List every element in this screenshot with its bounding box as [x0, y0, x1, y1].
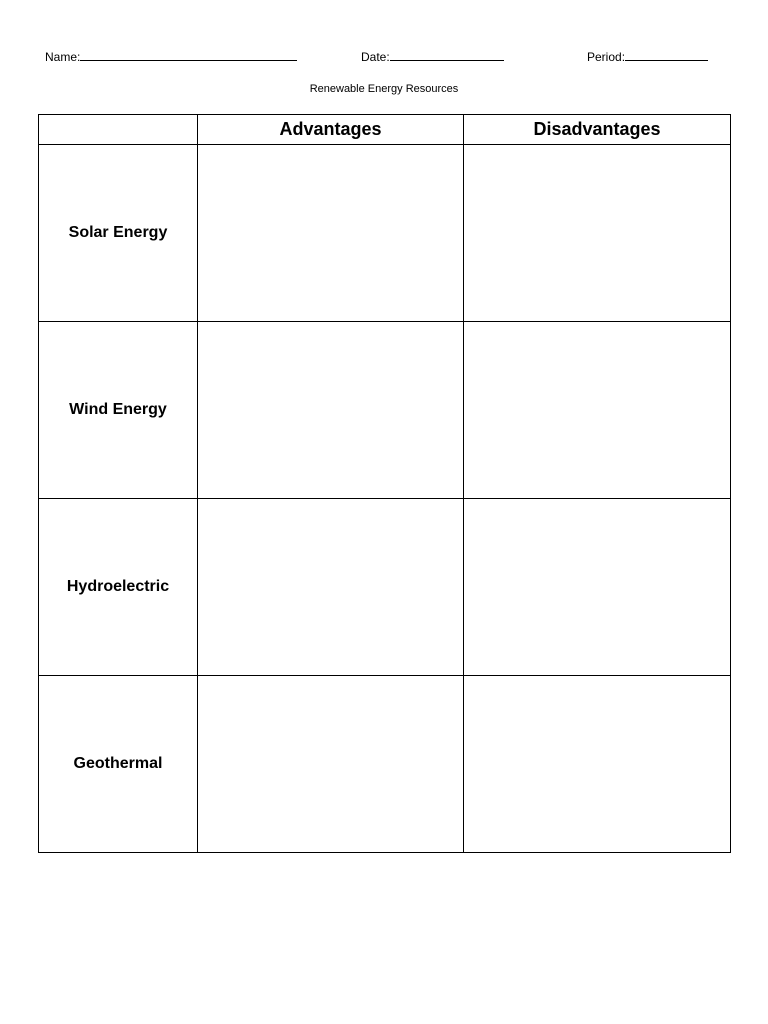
period-blank[interactable]: [625, 48, 708, 61]
name-label: Name:: [45, 50, 81, 64]
period-label: Period:: [587, 50, 626, 64]
disadvantages-cell[interactable]: [464, 322, 731, 499]
name-field[interactable]: [45, 48, 297, 65]
advantages-cell[interactable]: [198, 322, 464, 499]
row-label-geothermal: Geothermal: [39, 676, 198, 853]
row-label-hydroelectric: Hydroelectric: [39, 499, 198, 676]
advantages-cell[interactable]: [198, 676, 464, 853]
advantages-cell[interactable]: [198, 145, 464, 322]
name-blank[interactable]: [80, 48, 297, 61]
document-title: Renewable Energy Resources: [309, 83, 459, 95]
disadvantages-header: Disadvantages: [464, 115, 731, 145]
date-label: Date:: [361, 50, 390, 64]
table-row: [39, 145, 731, 322]
period-field[interactable]: [587, 48, 708, 65]
table-row: [39, 499, 731, 676]
date-field[interactable]: [361, 48, 504, 65]
row-label-solar: Solar Energy: [39, 145, 198, 322]
table-row: [39, 322, 731, 499]
table-row: [39, 676, 731, 853]
disadvantages-cell[interactable]: [464, 499, 731, 676]
disadvantages-cell[interactable]: [464, 676, 731, 853]
table-header-row: [39, 115, 731, 145]
energy-table: [38, 114, 731, 853]
row-label-wind: Wind Energy: [39, 322, 198, 499]
corner-header-cell: [39, 115, 198, 145]
advantages-cell[interactable]: [198, 499, 464, 676]
date-blank[interactable]: [390, 48, 504, 61]
advantages-header: Advantages: [198, 115, 464, 145]
disadvantages-cell[interactable]: [464, 145, 731, 322]
